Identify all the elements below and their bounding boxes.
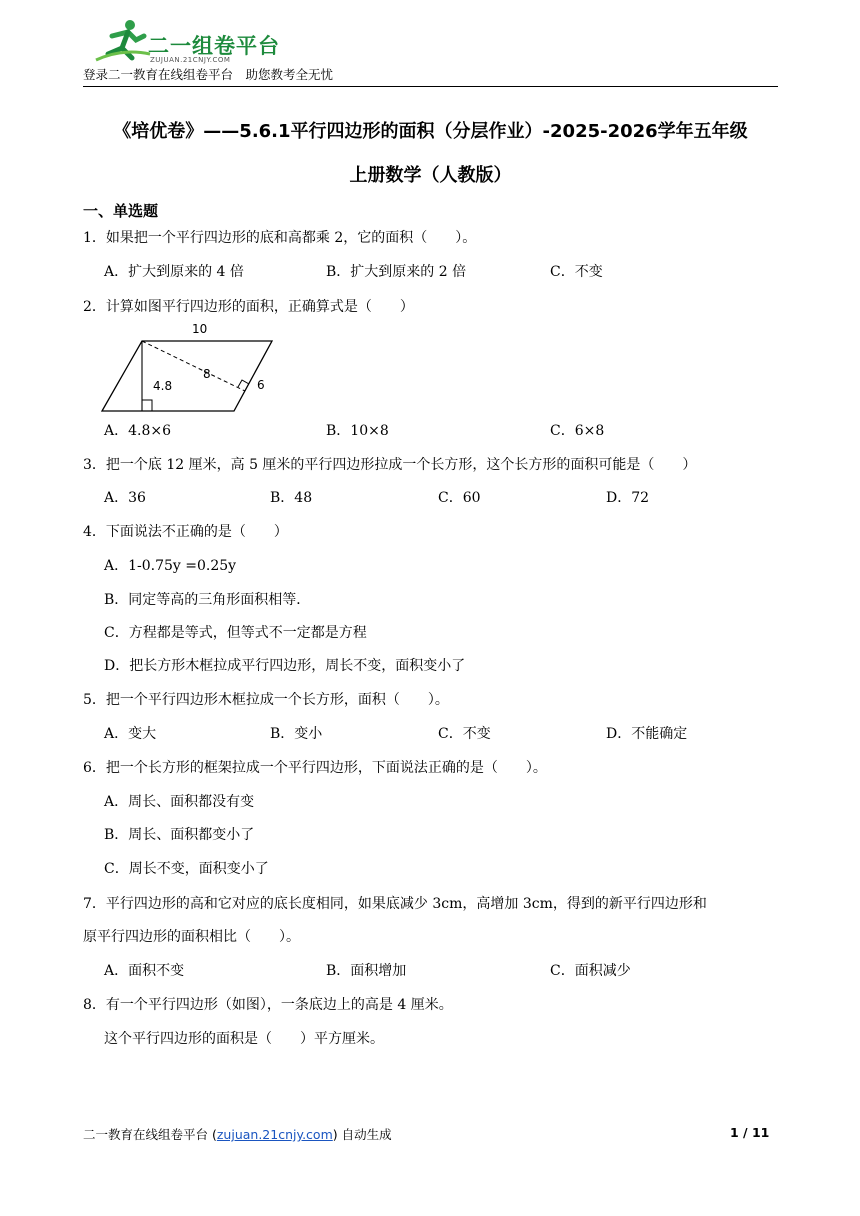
page-number: 1 / 11: [730, 1125, 770, 1140]
question-4-option-b[interactable]: B．同定等高的三角形面积相等．: [104, 592, 311, 608]
logo-runner-icon: [92, 18, 152, 64]
question-5-option-d[interactable]: D．不能确定: [606, 726, 688, 742]
question-3-option-d[interactable]: D．72: [606, 490, 650, 506]
question-4-stem: 4．下面说法不正确的是（ ）: [83, 524, 288, 540]
parallelogram-figure: [95, 318, 285, 418]
question-2-stem: 2．计算如图平行四边形的面积，正确算式是（ ）: [83, 299, 414, 315]
question-3-option-c[interactable]: C．60: [438, 490, 481, 506]
question-1-option-c[interactable]: C．不变: [550, 264, 603, 280]
question-6-option-b[interactable]: B．周长、面积都变小了: [104, 827, 255, 843]
figure-label-height: 4.8: [153, 379, 173, 393]
figure-label-side: 6: [257, 378, 265, 392]
page-title-line-1: 《培优卷》——5.6.1平行四边形的面积（分层作业）-2025-2026学年五年级: [113, 121, 748, 142]
figure-label-diagonal: 8: [203, 367, 211, 381]
footer-suffix: ) 自动生成: [332, 1127, 392, 1142]
question-2-option-c[interactable]: C．6×8: [550, 423, 605, 439]
header-tagline: 登录二一教育在线组卷平台 助您教考全无忧: [83, 67, 334, 82]
page-title-line-2: 上册数学（人教版）: [349, 165, 512, 186]
question-5-option-b[interactable]: B．变小: [270, 726, 323, 742]
question-5-stem: 5．把一个平行四边形木框拉成一个长方形，面积（ ）。: [83, 692, 449, 708]
question-5-option-c[interactable]: C．不变: [438, 726, 491, 742]
footer-source: [83, 1125, 392, 1143]
question-7-stem-cont: 原平行四边形的面积相比（ ）。: [83, 929, 300, 945]
question-8-stem-cont: 这个平行四边形的面积是（ ）平方厘米。: [104, 1031, 384, 1047]
logo-subtext: ZUJUAN.21CNJY.COM: [150, 56, 231, 64]
question-8-stem: 8．有一个平行四边形（如图），一条底边上的高是 4 厘米。: [83, 997, 453, 1013]
question-1-option-b[interactable]: B．扩大到原来的 2 倍: [326, 264, 467, 280]
question-6-stem: 6．把一个长方形的框架拉成一个平行四边形，下面说法正确的是（ ）。: [83, 760, 547, 776]
question-2-option-b[interactable]: B．10×8: [326, 423, 389, 439]
question-2-option-a[interactable]: A．4.8×6: [104, 423, 172, 439]
question-1-stem: 1．如果把一个平行四边形的底和高都乘 2，它的面积（ ）。: [83, 230, 477, 246]
question-5-option-a[interactable]: A．变大: [104, 726, 157, 742]
question-3-stem: 3．把一个底 12 厘米，高 5 厘米的平行四边形拉成一个长方形，这个长方形的面积可能是（ ）: [83, 457, 697, 473]
question-3-option-b[interactable]: B．48: [270, 490, 313, 506]
question-4-option-d[interactable]: D．把长方形木框拉成平行四边形，周长不变，面积变小了: [104, 658, 466, 674]
question-7-stem: 7．平行四边形的高和它对应的底长度相同，如果底减少 3cm，高增加 3cm，得到的新平行四边形和: [83, 896, 707, 912]
question-1-option-a[interactable]: A．扩大到原来的 4 倍: [104, 264, 244, 280]
question-7-option-c[interactable]: C．面积减少: [550, 963, 631, 979]
footer-link[interactable]: zujuan.21cnjy.com: [216, 1127, 333, 1142]
figure-label-top: 10: [192, 322, 208, 336]
logo-text: 二一组卷平台: [148, 34, 280, 58]
question-6-option-a[interactable]: A．周长、面积都没有变: [104, 794, 255, 810]
question-4-option-a[interactable]: A．1-0.75y =0.25y: [104, 558, 237, 574]
question-4-option-c[interactable]: C．方程都是等式，但等式不一定都是方程: [104, 625, 367, 641]
header-divider: [83, 86, 778, 87]
section-heading: 一、单选题: [83, 202, 159, 220]
question-7-option-b[interactable]: B．面积增加: [326, 963, 407, 979]
question-3-option-a[interactable]: A．36: [104, 490, 146, 506]
footer-prefix: 二一教育在线组卷平台 (: [83, 1127, 217, 1142]
question-7-option-a[interactable]: A．面积不变: [104, 963, 185, 979]
question-6-option-c[interactable]: C．周长不变，面积变小了: [104, 861, 269, 877]
